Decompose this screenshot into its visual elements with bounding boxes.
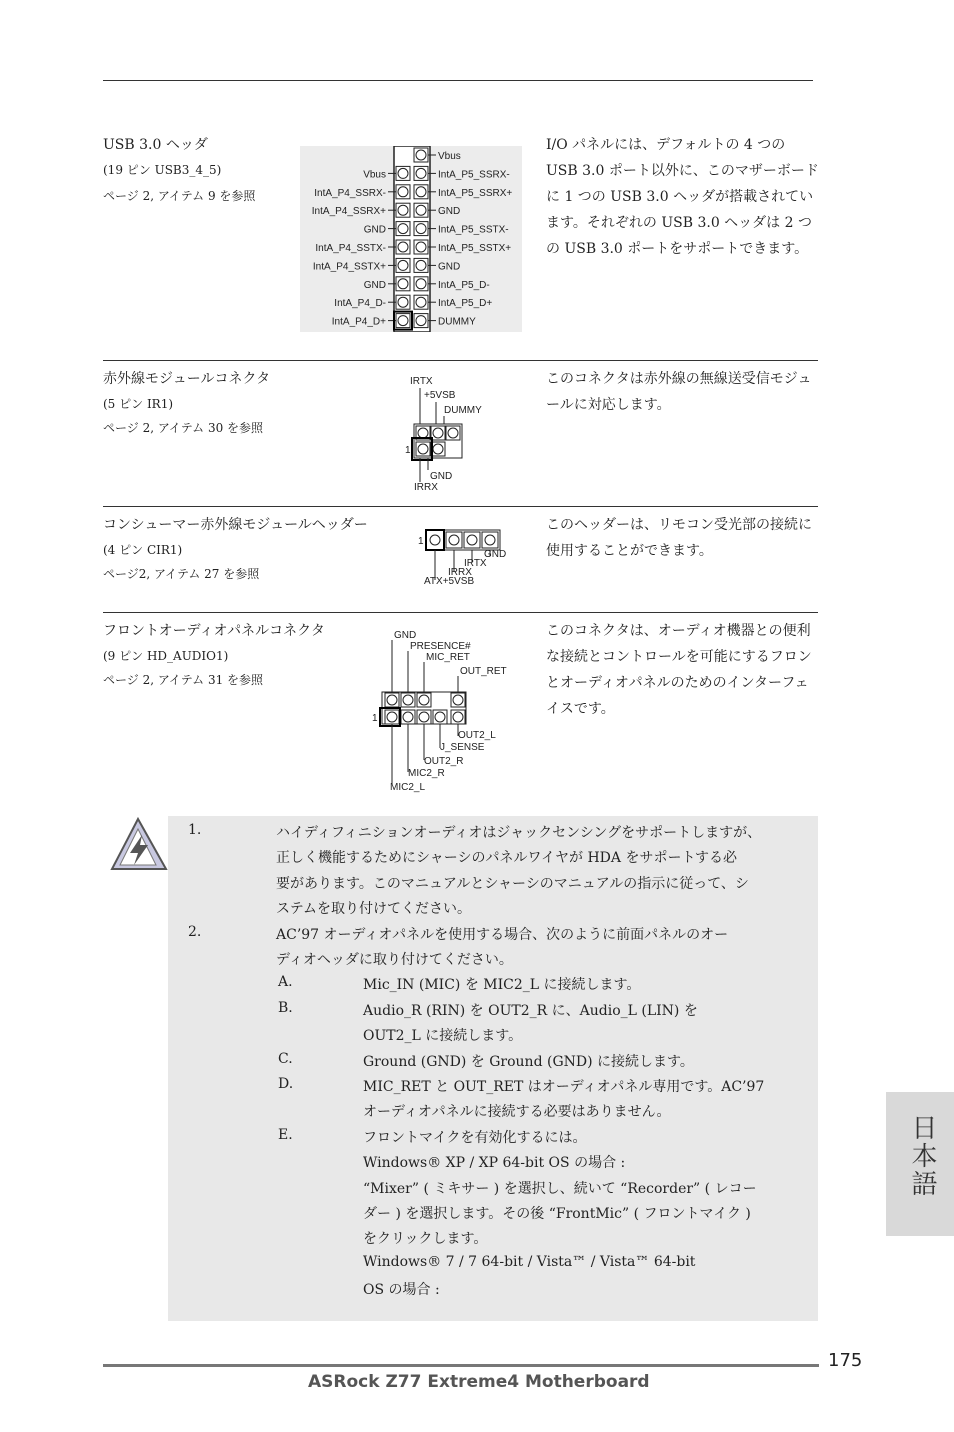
cir-atx-label: ATX+5VSB	[424, 576, 475, 587]
ir-ref: ページ 2, アイテム 30 を参照	[103, 421, 264, 435]
warning-icon	[108, 815, 170, 873]
usb3-pins: (19 ピン USB3_4_5)	[103, 163, 222, 177]
usb3-left-pin-label: IntA_P4_SSTX+	[312, 261, 386, 273]
audio-gnd-label: GND	[394, 630, 417, 641]
subnote-letter: B.	[278, 999, 293, 1016]
usb3-title: USB 3.0 ヘッダ	[103, 137, 208, 153]
note-text: AC’97 オーディオパネルを使用する場合、次のように前面パネルのオー	[276, 926, 729, 943]
audio-mic2r-label: MIC2_R	[408, 768, 445, 779]
usb3-right-pin-label: GND	[438, 261, 461, 273]
usb3-left-pin-label: IntA_P4_SSRX-	[314, 187, 386, 199]
ir-pin1-label: 1	[405, 445, 411, 456]
audio-jsense-label: J_SENSE	[440, 742, 485, 753]
usb3-right-pin-label: IntA_P5_SSRX+	[438, 187, 513, 199]
subnote-text: Audio_R (RIN) を OUT2_R に、Audio_L (LIN) を	[363, 1002, 698, 1019]
divider-1	[103, 360, 818, 361]
ir-description: このコネクタは赤外線の無線送受信モジュールに対応します。	[546, 371, 812, 413]
cir-pins: (4 ピン CIR1)	[103, 543, 183, 557]
ir-connector-diagram	[400, 372, 500, 494]
ir-gnd-label: GND	[430, 471, 453, 482]
audio-presence-label: PRESENCE#	[410, 641, 471, 652]
ir-title: 赤外線モジュールコネクタ	[103, 371, 271, 387]
language-tab-label: 日本語	[907, 1114, 937, 1198]
usb3-left-pin-label: GND	[363, 279, 386, 291]
note-text: ステムを取り付けてください。	[276, 901, 472, 918]
ir-irrx-label: IRRX	[414, 482, 438, 493]
audio-header-diagram	[370, 624, 520, 796]
usb3-right-pin-label: IntA_P5_D-	[438, 279, 490, 291]
cir-header-diagram	[414, 526, 514, 590]
cir-gnd-label: GND	[484, 549, 507, 560]
note-text: 正しく機能するためにシャーシのパネルワイヤが HDA をサポートする必	[276, 850, 738, 867]
usb3-right-pin-label: IntA_P5_SSTX-	[438, 224, 509, 236]
audio-pin1-label: 1	[372, 713, 378, 724]
usb3-right-pin-label: DUMMY	[438, 316, 476, 328]
audio-outret-label: OUT_RET	[460, 666, 507, 677]
cir-ref: ページ2, アイテム 27 を参照	[103, 567, 260, 581]
usb3-left-pin-label: GND	[363, 224, 386, 236]
note-text: ハイディフィニションオーディオはジャックセンシングをサポートしますが、	[276, 825, 762, 841]
subnote-letter: D.	[278, 1076, 294, 1092]
usb3-left-pin-label: IntA_P4_D-	[334, 298, 386, 310]
cir-irrx-label: IRRX	[448, 567, 472, 578]
cir-title: コンシューマー赤外線モジュールヘッダー	[103, 517, 368, 533]
audio-description: このコネクタは、オーディオ機器との便利な接続とコントロールを可能にするフロンとオーディオパネルのためのインターフェイスです。	[546, 623, 812, 717]
note-number: 2.	[188, 923, 202, 940]
usb3-right-pin-label: IntA_P5_D+	[438, 298, 493, 310]
divider-3	[103, 612, 818, 613]
usb3-left-pin-label: IntA_P4_D+	[331, 316, 386, 328]
usb3-right-pin-label: GND	[438, 206, 461, 218]
language-tab	[886, 1092, 954, 1236]
note-text: ディオヘッダに取り付けてください。	[276, 952, 513, 968]
subnote-text: “Mixer” ( ミキサー ) を選択し、続いて “Recorder” ( レコー	[363, 1180, 757, 1197]
usb3-ref: ページ 2, アイテム 9 を参照	[103, 189, 256, 203]
note-box	[168, 816, 818, 1321]
subnote-letter: E.	[278, 1126, 293, 1143]
note-text: 要があります。このマニュアルとシャーシのマニュアルの指示に従って、シ	[276, 875, 749, 892]
usb3-header-diagram	[300, 146, 522, 332]
audio-out2l-label: OUT2_L	[458, 730, 496, 741]
subnote-text: OUT2_L に接続します。	[363, 1028, 523, 1045]
page-number: 175	[828, 1350, 863, 1371]
usb3-left-pin-label: Vbus	[363, 169, 386, 181]
subnote-text: MIC_RET と OUT_RET はオーディオパネル専用です。AC’97	[363, 1079, 765, 1095]
ir-5vsb-label: +5VSB	[424, 390, 456, 401]
usb3-right-pin-label: IntA_P5_SSRX-	[438, 169, 510, 181]
usb3-right-pin-label: IntA_P5_SSTX+	[438, 243, 512, 254]
subnote-text: Windows® 7 / 7 64-bit / Vista™ / Vista™ 64-bit	[363, 1253, 696, 1270]
audio-mic2l-label: MIC2_L	[390, 782, 426, 793]
subnote-text: をクリックします。	[363, 1231, 488, 1248]
usb3-right-pin-label: Vbus	[438, 151, 461, 162]
ir-dummy-label: DUMMY	[444, 405, 482, 416]
subnote-text: Mic_IN (MIC) を MIC2_L に接続します。	[363, 977, 641, 994]
cir-pin1-label: 1	[418, 536, 424, 547]
ir-pins: (5 ピン IR1)	[103, 397, 174, 411]
cir-description: このヘッダーは、リモコン受光部の接続に使用することができます。	[546, 517, 812, 559]
audio-title: フロントオーディオパネルコネクタ	[103, 623, 325, 639]
subnote-letter: A.	[278, 974, 293, 991]
usb3-description: I/O パネルには、デフォルトの 4 つの USB 3.0 ポート以外に、このマザーボードに 1 つの USB 3.0 ヘッダが搭載されています。それぞれの USB 3.0 ヘッダは 2 つの USB 3.0 ポートをサポートできます。	[546, 137, 819, 257]
subnote-text: Windows® XP / XP 64-bit OS の場合 :	[363, 1155, 626, 1172]
audio-pins: (9 ピン HD_AUDIO1)	[103, 649, 229, 663]
subnote-text: Ground (GND) を Ground (GND) に接続します。	[363, 1053, 694, 1070]
subnote-text: OS の場合 :	[363, 1282, 440, 1299]
subnote-letter: C.	[278, 1050, 293, 1067]
top-divider	[103, 80, 813, 81]
footer-product: ASRock Z77 Extreme4 Motherboard	[308, 1372, 650, 1392]
divider-2	[103, 506, 818, 507]
audio-micret-label: MIC_RET	[426, 652, 470, 663]
note-number: 1.	[188, 822, 202, 838]
usb3-left-pin-label: IntA_P4_SSRX+	[311, 206, 386, 218]
subnote-text: オーディオパネルに接続する必要はありません。	[363, 1104, 671, 1121]
cir-irtx-label: IRTX	[464, 558, 487, 569]
usb3-left-pin-label: IntA_P4_SSTX-	[315, 243, 386, 254]
subnote-text: ダー ) を選択します。その後 “FrontMic” ( フロントマイク )	[363, 1206, 751, 1222]
audio-out2r-label: OUT2_R	[424, 756, 464, 767]
footer-rule	[103, 1364, 819, 1367]
subnote-text: フロントマイクを有効化するには。	[363, 1129, 587, 1146]
audio-ref: ページ 2, アイテム 31 を参照	[103, 673, 264, 687]
ir-irtx-label: IRTX	[410, 376, 433, 387]
